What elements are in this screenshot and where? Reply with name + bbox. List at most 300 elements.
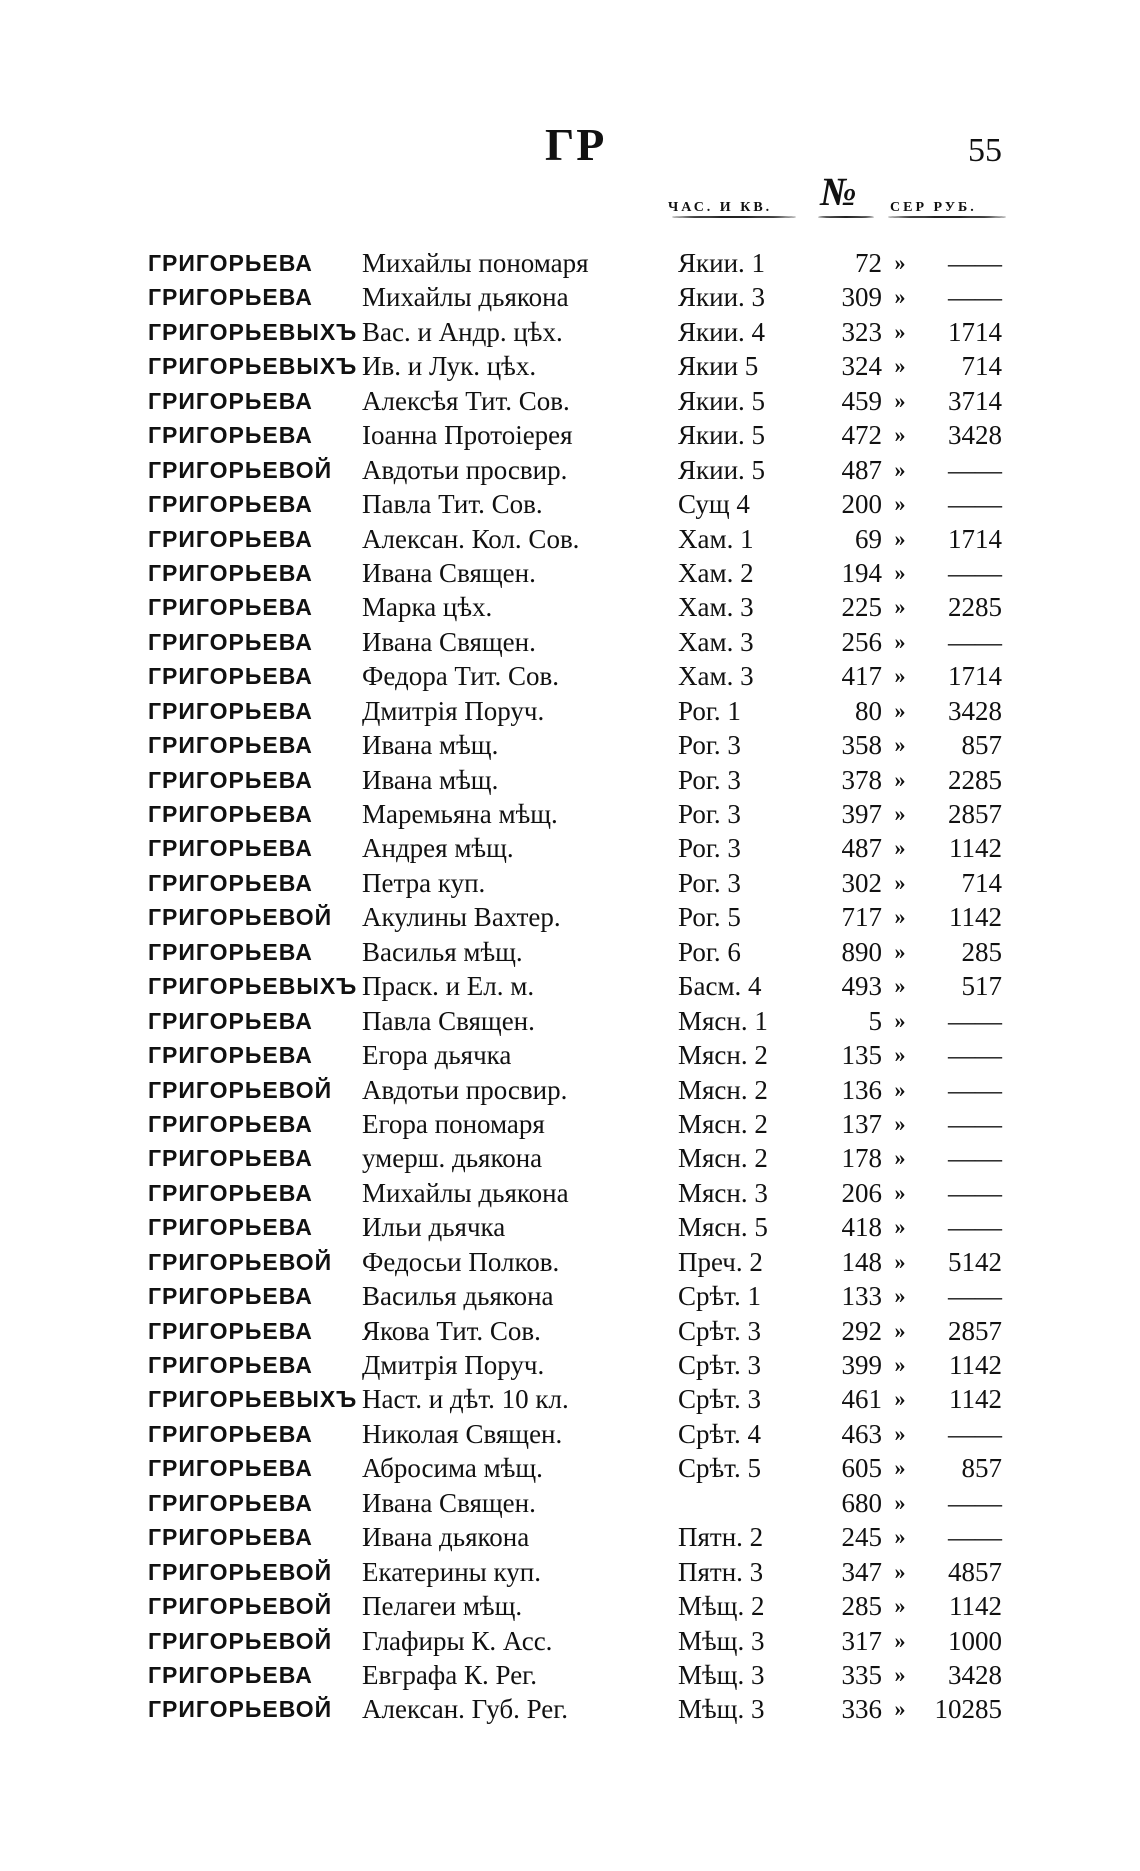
entry-mark: » bbox=[894, 1524, 906, 1550]
entry-mark: » bbox=[894, 1110, 906, 1136]
entry-name-rank: Якова Тит. Сов. bbox=[362, 1315, 541, 1346]
entry-rubles: 1142 bbox=[949, 1384, 1002, 1415]
entry-name-rank: Пелагеи мѣщ. bbox=[362, 1591, 523, 1622]
entry-name-rank: Іоанна Протоіерея bbox=[362, 420, 573, 451]
entry-rubles: 1714 bbox=[948, 661, 1002, 692]
list-item bbox=[0, 831, 1140, 865]
entry-district: Якии 5 bbox=[678, 351, 759, 382]
entry-rubles: —— bbox=[948, 1418, 1002, 1449]
entry-surname: ГРИГОРЬЕВОЙ bbox=[148, 1627, 333, 1654]
list-item bbox=[0, 900, 1140, 934]
entry-surname: ГРИГОРЬЕВОЙ bbox=[148, 456, 333, 483]
entry-surname: ГРИГОРЬЕВА bbox=[148, 628, 313, 655]
entry-surname: ГРИГОРЬЕВА bbox=[148, 1352, 313, 1378]
entry-name-rank: Василья дьякона bbox=[362, 1281, 554, 1312]
entry-number: 324 bbox=[841, 351, 882, 382]
list-item bbox=[0, 487, 1140, 521]
entry-name-rank: Дмитрія Поруч. bbox=[362, 695, 545, 726]
entry-surname: ГРИГОРЬЕВЫХЪ bbox=[148, 1386, 358, 1413]
list-item bbox=[0, 453, 1140, 487]
entry-surname: ГРИГОРЬЕВА bbox=[148, 938, 313, 965]
entry-number: 317 bbox=[841, 1625, 882, 1656]
entry-district: Мѣщ. 2 bbox=[678, 1591, 765, 1622]
entry-rubles: 714 bbox=[961, 867, 1002, 898]
entry-surname: ГРИГОРЬЕВА bbox=[148, 594, 313, 621]
column-header-number: № bbox=[820, 169, 857, 214]
list-item bbox=[0, 1348, 1140, 1382]
entry-surname: ГРИГОРЬЕВА bbox=[148, 387, 313, 414]
entry-number: 133 bbox=[841, 1281, 882, 1312]
entry-rubles: 10285 bbox=[934, 1694, 1002, 1725]
list-item bbox=[0, 728, 1140, 762]
entry-mark: » bbox=[894, 732, 906, 758]
entry-number: 347 bbox=[841, 1556, 882, 1587]
entry-name-rank: Ивана Священ. bbox=[362, 626, 536, 657]
entry-mark: » bbox=[894, 318, 906, 344]
list-item bbox=[0, 659, 1140, 693]
entry-mark: » bbox=[894, 1593, 906, 1619]
entry-rubles: 3428 bbox=[948, 420, 1002, 451]
entry-surname: ГРИГОРЬЕВА bbox=[148, 525, 313, 552]
list-item bbox=[0, 1073, 1140, 1107]
entry-number: 463 bbox=[841, 1418, 882, 1449]
entry-name-rank: Марка цѣх. bbox=[362, 592, 493, 623]
entry-number: 309 bbox=[841, 282, 882, 313]
entry-rubles: —— bbox=[948, 248, 1002, 278]
entry-district: Преч. 2 bbox=[678, 1246, 763, 1277]
entry-rubles: —— bbox=[948, 1108, 1002, 1139]
entry-district: Мясн. 5 bbox=[678, 1212, 768, 1243]
entry-district: Хам. 2 bbox=[678, 557, 754, 588]
brace-rubles bbox=[888, 216, 1006, 218]
entry-rubles: 1142 bbox=[949, 1591, 1002, 1622]
entry-mark: » bbox=[894, 1042, 906, 1068]
entry-surname: ГРИГОРЬЕВОЙ bbox=[148, 1248, 333, 1275]
entry-number: 459 bbox=[841, 385, 882, 416]
entry-district: Срѣт. 5 bbox=[678, 1453, 761, 1484]
entry-rubles: 3714 bbox=[948, 385, 1002, 416]
entry-number: 397 bbox=[841, 799, 882, 829]
entry-rubles: —— bbox=[948, 489, 1002, 520]
entry-mark: » bbox=[894, 904, 906, 930]
entry-district: Рог. 3 bbox=[678, 764, 741, 795]
entry-number: 72 bbox=[855, 248, 882, 278]
entry-mark: » bbox=[894, 973, 906, 999]
list-item bbox=[0, 1555, 1140, 1589]
entry-number: 418 bbox=[841, 1212, 882, 1243]
entry-name-rank: Петра куп. bbox=[362, 867, 486, 898]
list-item bbox=[0, 349, 1140, 383]
entry-surname: ГРИГОРЬЕВА bbox=[148, 1110, 313, 1137]
list-item bbox=[0, 556, 1140, 590]
entry-rubles: —— bbox=[948, 1281, 1002, 1312]
entry-mark: » bbox=[894, 1696, 906, 1722]
entry-surname: ГРИГОРЬЕВЫХЪ bbox=[148, 318, 358, 345]
entry-number: 285 bbox=[841, 1591, 882, 1622]
column-header-braces bbox=[0, 216, 1140, 226]
entry-mark: » bbox=[894, 628, 906, 654]
entry-surname: ГРИГОРЬЕВА bbox=[148, 835, 313, 862]
list-item bbox=[0, 384, 1140, 418]
entry-district: Якии. 5 bbox=[678, 385, 766, 416]
entry-rubles: 2857 bbox=[948, 799, 1002, 829]
list-item bbox=[0, 1176, 1140, 1210]
entry-number: 323 bbox=[841, 316, 882, 347]
entry-mark: » bbox=[894, 1283, 906, 1309]
list-item bbox=[0, 522, 1140, 556]
entry-number: 245 bbox=[841, 1522, 882, 1553]
entry-rubles: 5142 bbox=[948, 1246, 1002, 1277]
list-item bbox=[0, 1210, 1140, 1244]
entry-name-rank: Ивана мѣщ. bbox=[362, 730, 499, 761]
entry-mark: » bbox=[894, 422, 906, 448]
entry-name-rank: Василья мѣщ. bbox=[362, 936, 523, 967]
entry-surname: ГРИГОРЬЕВА bbox=[148, 250, 313, 276]
entry-name-rank: Алексан. Губ. Рег. bbox=[362, 1694, 569, 1725]
entry-number: 69 bbox=[855, 523, 882, 554]
entry-district: Срѣт. 4 bbox=[678, 1418, 761, 1449]
entry-rubles: 1142 bbox=[949, 833, 1002, 864]
entry-rubles: 2285 bbox=[948, 764, 1002, 795]
entry-rubles: 4857 bbox=[948, 1556, 1002, 1587]
entry-name-rank: умерш. дьякона bbox=[362, 1143, 543, 1174]
list-item bbox=[0, 280, 1140, 314]
entry-rubles: 3428 bbox=[948, 695, 1002, 726]
entry-surname: ГРИГОРЬЕВА bbox=[148, 869, 313, 896]
entry-name-rank: Алексан. Кол. Сов. bbox=[362, 523, 580, 554]
entry-name-rank: Николая Священ. bbox=[362, 1418, 563, 1449]
entry-surname: ГРИГОРЬЕВА bbox=[148, 1007, 313, 1034]
entry-name-rank: Глафиры К. Асс. bbox=[362, 1625, 553, 1656]
page-number: 55 bbox=[968, 132, 1002, 169]
entry-surname: ГРИГОРЬЕВЫХЪ bbox=[148, 353, 358, 380]
entry-mark: » bbox=[894, 387, 906, 413]
entry-rubles: 1714 bbox=[948, 316, 1002, 347]
entry-mark: » bbox=[894, 1455, 906, 1481]
entry-mark: » bbox=[894, 1248, 906, 1274]
entry-mark: » bbox=[894, 1489, 906, 1515]
entry-number: 80 bbox=[855, 695, 882, 726]
entry-rubles: 3428 bbox=[948, 1659, 1002, 1690]
entry-rubles: —— bbox=[948, 1143, 1002, 1174]
entry-district: Рог. 3 bbox=[678, 799, 741, 829]
entry-name-rank: Авдотьи просвир. bbox=[362, 1074, 568, 1105]
entry-district: Хам. 3 bbox=[678, 661, 754, 692]
column-header-part: ЧАС. И КВ. bbox=[668, 200, 773, 215]
column-header-rubles: СЕР РУБ. bbox=[890, 200, 977, 215]
entry-district: Басм. 4 bbox=[678, 971, 762, 1002]
entry-surname: ГРИГОРЬЕВА bbox=[148, 284, 313, 311]
entry-name-rank: Павла Тит. Сов. bbox=[362, 489, 543, 520]
entry-rubles: —— bbox=[948, 1522, 1002, 1553]
entry-rubles: —— bbox=[948, 1177, 1002, 1208]
entry-mark: » bbox=[894, 1386, 906, 1412]
entry-rubles: —— bbox=[948, 282, 1002, 313]
list-item bbox=[0, 797, 1140, 831]
entry-rubles: —— bbox=[948, 1212, 1002, 1243]
entry-name-rank: Егора пономаря bbox=[362, 1108, 545, 1139]
entry-name-rank: Наст. и дѣт. 10 кл. bbox=[362, 1384, 569, 1415]
entry-mark: » bbox=[894, 1317, 906, 1343]
entry-district: Пятн. 2 bbox=[678, 1522, 764, 1553]
entry-district: Мясн. 3 bbox=[678, 1177, 768, 1208]
entry-district: Хам. 1 bbox=[678, 523, 754, 554]
entry-mark: » bbox=[894, 1076, 906, 1102]
list-item bbox=[0, 590, 1140, 624]
list-item bbox=[0, 1417, 1140, 1451]
list-item bbox=[0, 1038, 1140, 1072]
entry-surname: ГРИГОРЬЕВА bbox=[148, 1283, 313, 1310]
entry-district: Якии. 4 bbox=[678, 316, 766, 347]
entry-surname: ГРИГОРЬЕВА bbox=[148, 422, 313, 449]
entry-mark: » bbox=[894, 250, 906, 275]
section-heading: ГР bbox=[545, 119, 607, 170]
entry-surname: ГРИГОРЬЕВОЙ bbox=[148, 1558, 333, 1585]
entry-number: 336 bbox=[841, 1694, 882, 1725]
list-item bbox=[0, 1314, 1140, 1348]
list-item bbox=[0, 246, 1140, 280]
entry-name-rank: Михайлы пономаря bbox=[362, 248, 589, 278]
list-item bbox=[0, 1107, 1140, 1141]
entry-mark: » bbox=[894, 1179, 906, 1205]
entry-district: Хам. 3 bbox=[678, 592, 754, 623]
entry-district: Мѣщ. 3 bbox=[678, 1625, 765, 1656]
list-item bbox=[0, 694, 1140, 728]
entry-mark: » bbox=[894, 1558, 906, 1584]
entry-name-rank: Ивана мѣщ. bbox=[362, 764, 499, 795]
entry-surname: ГРИГОРЬЕВОЙ bbox=[148, 1076, 333, 1103]
entry-rubles: 857 bbox=[961, 1453, 1002, 1484]
entry-number: 136 bbox=[841, 1074, 882, 1105]
entry-number: 493 bbox=[841, 971, 882, 1002]
entry-surname: ГРИГОРЬЕВОЙ bbox=[148, 1593, 333, 1620]
entry-district: Рог. 3 bbox=[678, 833, 741, 864]
entry-rubles: 1142 bbox=[949, 1350, 1002, 1380]
entry-district: Мясн. 1 bbox=[678, 1005, 768, 1036]
list-item bbox=[0, 866, 1140, 900]
entry-name-rank: Праск. и Ел. м. bbox=[362, 971, 535, 1002]
entry-mark: » bbox=[894, 663, 906, 689]
list-item bbox=[0, 1624, 1140, 1658]
entry-number: 194 bbox=[841, 557, 882, 588]
entry-surname: ГРИГОРЬЕВА bbox=[148, 491, 313, 518]
entry-district: Рог. 3 bbox=[678, 867, 741, 898]
entry-mark: » bbox=[894, 766, 906, 792]
entry-rubles: 517 bbox=[961, 971, 1002, 1002]
entry-district: Мѣщ. 3 bbox=[678, 1659, 765, 1690]
entry-name-rank: Михайлы дьякона bbox=[362, 282, 569, 313]
entry-name-rank: Андрея мѣщ. bbox=[362, 833, 514, 864]
entry-number: 200 bbox=[841, 489, 882, 520]
entry-mark: » bbox=[894, 938, 906, 964]
entry-number: 487 bbox=[841, 833, 882, 864]
entry-number: 135 bbox=[841, 1040, 882, 1071]
entry-rubles: 285 bbox=[961, 936, 1002, 967]
list-item bbox=[0, 763, 1140, 797]
entry-number: 302 bbox=[841, 867, 882, 898]
entry-mark: » bbox=[894, 284, 906, 310]
entry-district: Якии. 3 bbox=[678, 282, 766, 313]
entry-district: Срѣт. 3 bbox=[678, 1350, 761, 1380]
entry-rubles: —— bbox=[948, 1074, 1002, 1105]
entry-mark: » bbox=[894, 491, 906, 517]
entry-surname: ГРИГОРЬЕВА bbox=[148, 801, 313, 827]
entry-rubles: —— bbox=[948, 1005, 1002, 1036]
list-item bbox=[0, 1451, 1140, 1485]
entry-district: Якии. 5 bbox=[678, 454, 766, 485]
entry-surname: ГРИГОРЬЕВА bbox=[148, 1455, 313, 1482]
entry-mark: » bbox=[894, 594, 906, 620]
entry-number: 487 bbox=[841, 454, 882, 485]
entry-mark: » bbox=[894, 1214, 906, 1240]
entry-district: Якии. 5 bbox=[678, 420, 766, 451]
entry-name-rank: Федора Тит. Сов. bbox=[362, 661, 559, 692]
entry-number: 461 bbox=[841, 1384, 882, 1415]
entry-district: Мѣщ. 3 bbox=[678, 1694, 765, 1725]
entry-name-rank: Егора дьячка bbox=[362, 1040, 512, 1071]
entry-number: 399 bbox=[841, 1350, 882, 1380]
entry-name-rank: Ив. и Лук. цѣх. bbox=[362, 351, 537, 382]
entry-number: 292 bbox=[841, 1315, 882, 1346]
entry-name-rank: Михайлы дьякона bbox=[362, 1177, 569, 1208]
register-list bbox=[0, 246, 1140, 1727]
entry-mark: » bbox=[894, 869, 906, 895]
entry-name-rank: Павла Священ. bbox=[362, 1005, 535, 1036]
entry-name-rank: Ивана Священ. bbox=[362, 557, 536, 588]
entry-mark: » bbox=[894, 456, 906, 482]
entry-rubles: —— bbox=[948, 557, 1002, 588]
entry-surname: ГРИГОРЬЕВА bbox=[148, 1042, 313, 1069]
entry-name-rank: Ивана Священ. bbox=[362, 1487, 536, 1518]
entry-rubles: 2285 bbox=[948, 592, 1002, 623]
entry-district: Срѣт. 1 bbox=[678, 1281, 761, 1312]
entry-number: 256 bbox=[841, 626, 882, 657]
entry-number: 206 bbox=[841, 1177, 882, 1208]
list-item bbox=[0, 1692, 1140, 1726]
entry-rubles: 1142 bbox=[949, 902, 1002, 933]
entry-district: Пятн. 3 bbox=[678, 1556, 764, 1587]
list-item bbox=[0, 418, 1140, 452]
entry-surname: ГРИГОРЬЕВА bbox=[148, 1214, 313, 1241]
entry-number: 680 bbox=[841, 1487, 882, 1518]
entry-surname: ГРИГОРЬЕВА bbox=[148, 732, 313, 759]
list-item bbox=[0, 315, 1140, 349]
entry-number: 890 bbox=[841, 936, 882, 967]
entry-district: Мясн. 2 bbox=[678, 1143, 768, 1174]
entry-mark: » bbox=[894, 1145, 906, 1171]
list-item bbox=[0, 1004, 1140, 1038]
entry-mark: » bbox=[894, 353, 906, 379]
entry-name-rank: Евграфа К. Рег. bbox=[362, 1659, 537, 1690]
entry-rubles: 1714 bbox=[948, 523, 1002, 554]
entry-district: Якии. 1 bbox=[678, 248, 766, 278]
entry-surname: ГРИГОРЬЕВА bbox=[148, 1317, 313, 1344]
entry-name-rank: Акулины Вахтер. bbox=[362, 902, 561, 933]
entry-surname: ГРИГОРЬЕВА bbox=[148, 663, 313, 690]
entry-district: Срѣт. 3 bbox=[678, 1315, 761, 1346]
entry-district: Мясн. 2 bbox=[678, 1040, 768, 1071]
entry-name-rank: Алексѣя Тит. Сов. bbox=[362, 385, 570, 416]
entry-district: Хам. 3 bbox=[678, 626, 754, 657]
entry-number: 5 bbox=[868, 1005, 882, 1036]
entry-number: 137 bbox=[841, 1108, 882, 1139]
entry-district: Мясн. 2 bbox=[678, 1074, 768, 1105]
entry-mark: » bbox=[894, 1661, 906, 1687]
entry-mark: » bbox=[894, 559, 906, 585]
entry-number: 717 bbox=[841, 902, 882, 933]
brace-number bbox=[818, 216, 874, 218]
entry-mark: » bbox=[894, 1627, 906, 1653]
entry-name-rank: Ильи дьячка bbox=[362, 1212, 506, 1243]
entry-mark: » bbox=[894, 697, 906, 723]
entry-number: 417 bbox=[841, 661, 882, 692]
entry-rubles: —— bbox=[948, 1040, 1002, 1071]
entry-number: 472 bbox=[841, 420, 882, 451]
entry-district: Рог. 5 bbox=[678, 902, 741, 933]
entry-mark: » bbox=[894, 525, 906, 551]
entry-name-rank: Авдотьи просвир. bbox=[362, 454, 568, 485]
entry-district: Сущ 4 bbox=[678, 489, 750, 520]
entry-name-rank: Дмитрія Поруч. bbox=[362, 1350, 545, 1380]
entry-surname: ГРИГОРЬЕВА bbox=[148, 1489, 313, 1516]
entry-mark: » bbox=[894, 1420, 906, 1446]
entry-mark: » bbox=[894, 801, 906, 826]
entry-district: Рог. 3 bbox=[678, 730, 741, 761]
entry-name-rank: Ивана дьякона bbox=[362, 1522, 530, 1553]
entry-rubles: 714 bbox=[961, 351, 1002, 382]
entry-name-rank: Абросима мѣщ. bbox=[362, 1453, 543, 1484]
entry-surname: ГРИГОРЬЕВОЙ bbox=[148, 904, 333, 931]
entry-number: 335 bbox=[841, 1659, 882, 1690]
list-item bbox=[0, 1141, 1140, 1175]
list-item bbox=[0, 1382, 1140, 1416]
entry-rubles: —— bbox=[948, 626, 1002, 657]
entry-mark: » bbox=[894, 1007, 906, 1033]
list-item bbox=[0, 935, 1140, 969]
entry-name-rank: Маремьяна мѣщ. bbox=[362, 799, 558, 829]
list-item bbox=[0, 1245, 1140, 1279]
entry-number: 178 bbox=[841, 1143, 882, 1174]
entry-district: Срѣт. 3 bbox=[678, 1384, 761, 1415]
entry-surname: ГРИГОРЬЕВА bbox=[148, 1179, 313, 1206]
entry-number: 225 bbox=[841, 592, 882, 623]
entry-rubles: 2857 bbox=[948, 1315, 1002, 1346]
entry-surname: ГРИГОРЬЕВА bbox=[148, 1420, 313, 1447]
entry-name-rank: Екатерины куп. bbox=[362, 1556, 541, 1587]
entry-name-rank: Федосьи Полков. bbox=[362, 1246, 560, 1277]
list-item bbox=[0, 625, 1140, 659]
list-item bbox=[0, 969, 1140, 1003]
entry-mark: » bbox=[894, 1352, 906, 1377]
entry-surname: ГРИГОРЬЕВА bbox=[148, 766, 313, 793]
entry-surname: ГРИГОРЬЕВА bbox=[148, 1524, 313, 1551]
brace-part bbox=[672, 216, 796, 218]
entry-surname: ГРИГОРЬЕВОЙ bbox=[148, 1696, 333, 1723]
entry-number: 358 bbox=[841, 730, 882, 761]
entry-district: Рог. 1 bbox=[678, 695, 741, 726]
entry-rubles: 1000 bbox=[948, 1625, 1002, 1656]
entry-name-rank: Вас. и Андр. цѣх. bbox=[362, 316, 563, 347]
entry-number: 605 bbox=[841, 1453, 882, 1484]
entry-rubles: —— bbox=[948, 1487, 1002, 1518]
entry-number: 378 bbox=[841, 764, 882, 795]
entry-surname: ГРИГОРЬЕВЫХЪ bbox=[148, 973, 358, 1000]
entry-rubles: —— bbox=[948, 454, 1002, 485]
entry-rubles: 857 bbox=[961, 730, 1002, 761]
entry-district: Рог. 6 bbox=[678, 936, 741, 967]
entry-surname: ГРИГОРЬЕВА bbox=[148, 559, 313, 586]
list-item bbox=[0, 1658, 1140, 1692]
